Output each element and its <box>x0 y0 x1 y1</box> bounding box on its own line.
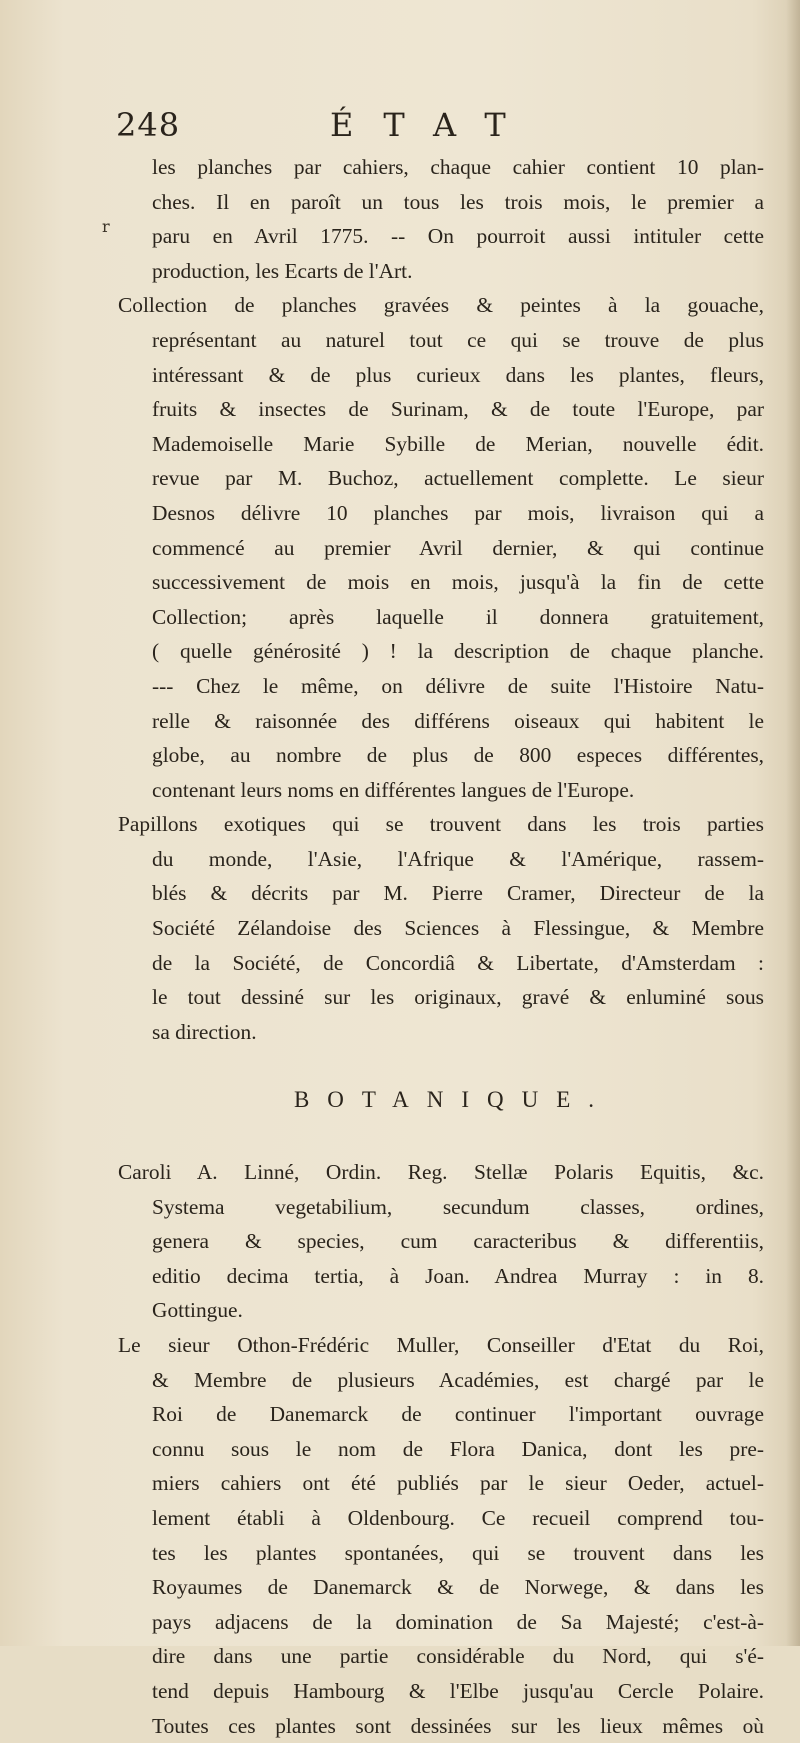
text-line: connu sous le nom de Flora Danica, dont les pre- <box>152 1436 764 1461</box>
text-line: Caroli A. Linné, Ordin. Reg. Stellæ Polaris Equitis, &c. <box>118 1160 764 1185</box>
text-line: successivement de mois en mois, jusqu'à la fin de cette <box>152 570 764 595</box>
text-line: tend depuis Hambourg & l'Elbe jusqu'au Cercle Polaire. <box>152 1678 764 1703</box>
running-title: ÉTAT <box>330 106 536 144</box>
paragraph-linne-systema <box>118 1155 764 1328</box>
text-line: relle & raisonnée des différens oiseaux qui habitent le <box>152 708 764 733</box>
text-line: Collection; après laquelle il donnera gratuitement, <box>152 604 764 629</box>
paragraph-merian-collection <box>118 288 764 807</box>
text-line: du monde, l'Asie, l'Afrique & l'Amérique, rassem- <box>152 846 764 871</box>
page-gutter-shadow <box>786 0 800 1646</box>
text-line: Systema vegetabilium, secundum classes, ordines, <box>152 1194 764 1219</box>
text-line: & Membre de plusieurs Académies, est chargé par le <box>152 1367 764 1392</box>
paragraph-flora-danica <box>118 1328 764 1743</box>
text-line: miers cahiers ont été publiés par le sieur Oeder, actuel- <box>152 1471 764 1496</box>
text-line: production, les Ecarts de l'Art. <box>152 258 413 283</box>
text-line: contenant leurs noms en différentes langues de l'Europe. <box>152 777 635 802</box>
text-line: de la Société, de Concordiâ & Libertate, d'Amsterdam : <box>152 950 764 975</box>
text-line: Gottingue. <box>152 1298 243 1323</box>
text-line: dire dans une partie considérable du Nord, qui s'é- <box>152 1644 764 1669</box>
text-line: commencé au premier Avril dernier, & qui continue <box>152 535 764 560</box>
body-text <box>118 150 764 1743</box>
text-line: ( quelle générosité ) ! la description de chaque planche. <box>152 639 764 664</box>
text-line: Papillons exotiques qui se trouvent dans les trois parties <box>118 812 764 837</box>
text-line: revue par M. Buchoz, actuellement complette. Le sieur <box>152 466 764 491</box>
text-line: genera & species, cum caracteribus & differentiis, <box>152 1229 764 1254</box>
text-line: --- Chez le même, on délivre de suite l'Histoire Natu- <box>152 673 764 698</box>
section-heading-botanique: BOTANIQUE. <box>293 1087 613 1113</box>
margin-mark: r <box>102 217 110 236</box>
text-line: Royaumes de Danemarck & de Norwege, & dans les <box>152 1575 764 1600</box>
text-line: Desnos délivre 10 planches par mois, livraison qui a <box>152 500 764 525</box>
text-line: blés & décrits par M. Pierre Cramer, Directeur de la <box>152 881 764 906</box>
page-header <box>116 100 756 144</box>
text-line: fruits & insectes de Surinam, & de toute l'Europe, par <box>152 397 764 422</box>
text-line: Le sieur Othon-Frédéric Muller, Conseiller d'Etat du Roi, <box>118 1333 764 1357</box>
text-line: paru en Avril 1775. -- On pourroit aussi intituler cette <box>152 224 764 249</box>
text-line: Mademoiselle Marie Sybille de Merian, nouvelle édit. <box>152 431 764 456</box>
text-line: editio decima tertia, à Joan. Andrea Murray : in 8. <box>152 1263 764 1288</box>
text-line: Roi de Danemarck de continuer l'important ouvrage <box>152 1402 764 1427</box>
text-line: Toutes ces plantes sont dessinées sur les lieux mêmes où <box>152 1713 764 1738</box>
text-line: Société Zélandoise des Sciences à Flessingue, & Membre <box>152 916 764 941</box>
text-line: les planches par cahiers, chaque cahier contient 10 plan- <box>152 155 764 179</box>
text-line: le tout dessiné sur les originaux, gravé & enluminé sous <box>152 985 764 1010</box>
text-line: sa direction. <box>152 1019 257 1044</box>
text-line: représentant au naturel tout ce qui se trouve de plus <box>152 327 764 352</box>
text-line: ches. Il en paroît un tous les trois mois, le premier a <box>152 189 764 214</box>
text-line: Collection de planches gravées & peintes à la gouache, <box>118 293 764 318</box>
text-line: tes les plantes spontanées, qui se trouvent dans les <box>152 1540 764 1565</box>
text-line: globe, au nombre de plus de 800 especes différentes, <box>152 743 764 768</box>
paragraph-papillons-exotiques <box>118 807 764 1049</box>
text-line: lement établi à Oldenbourg. Ce recueil comprend tou- <box>152 1505 764 1530</box>
text-line: intéressant & de plus curieux dans les plantes, fleurs, <box>152 362 764 387</box>
paragraph-plates-continuation <box>118 150 764 288</box>
page-number: 248 <box>116 106 181 144</box>
text-line: pays adjacens de la domination de Sa Majesté; c'est-à- <box>152 1609 764 1634</box>
